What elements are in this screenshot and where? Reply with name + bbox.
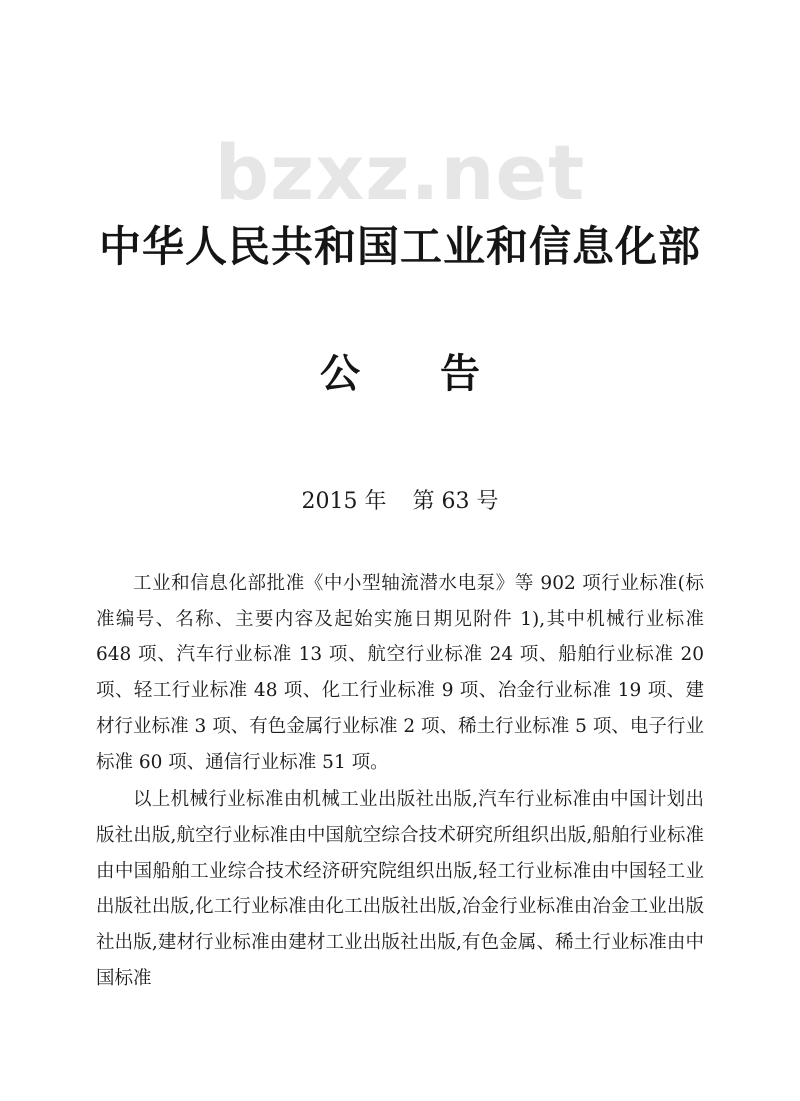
issue-year: 2015 年 (301, 489, 387, 514)
notice-body (96, 566, 704, 998)
issue-number: 第 63 号 (412, 489, 499, 514)
body-paragraph: 工业和信息化部批准《中小型轴流潜水电泵》等 902 项行业标准(标准编号、名称、主要内容及起始实施日期见附件 1),其中机械行业标准 648 项、汽车行业标准 13 项、航空行业标准 24 项、船舶行业标准 20 项、轻工行业标准 48 项、化工行业标准 9 项、冶金行业标准 19 项、建材行业标准 3 项、有色金属行业标准 2 项、稀土行业标准 5 项、电子行业标准 60 项、通信行业标准 51 项。 (96, 573, 704, 773)
issue-line (0, 484, 800, 515)
body-paragraph: 以上机械行业标准由机械工业出版社出版,汽车行业标准由中国计划出版社出版,航空行业标准由中国航空综合技术研究所组织出版,船舶行业标准由中国船舶工业综合技术经济研究院组织出版,轻工行业标准由中国轻工业出版社出版,化工行业标准由化工出版社出版,冶金行业标准由冶金工业出版社出版,建材行业标准由建材工业出版社出版,有色金属、稀土行业标准由中国标准 (96, 789, 704, 989)
ministry-title: 中华人民共和国工业和信息化部 (98, 222, 701, 271)
watermark: bzxz.net (214, 128, 586, 217)
notice-title: 公告 (320, 351, 560, 397)
